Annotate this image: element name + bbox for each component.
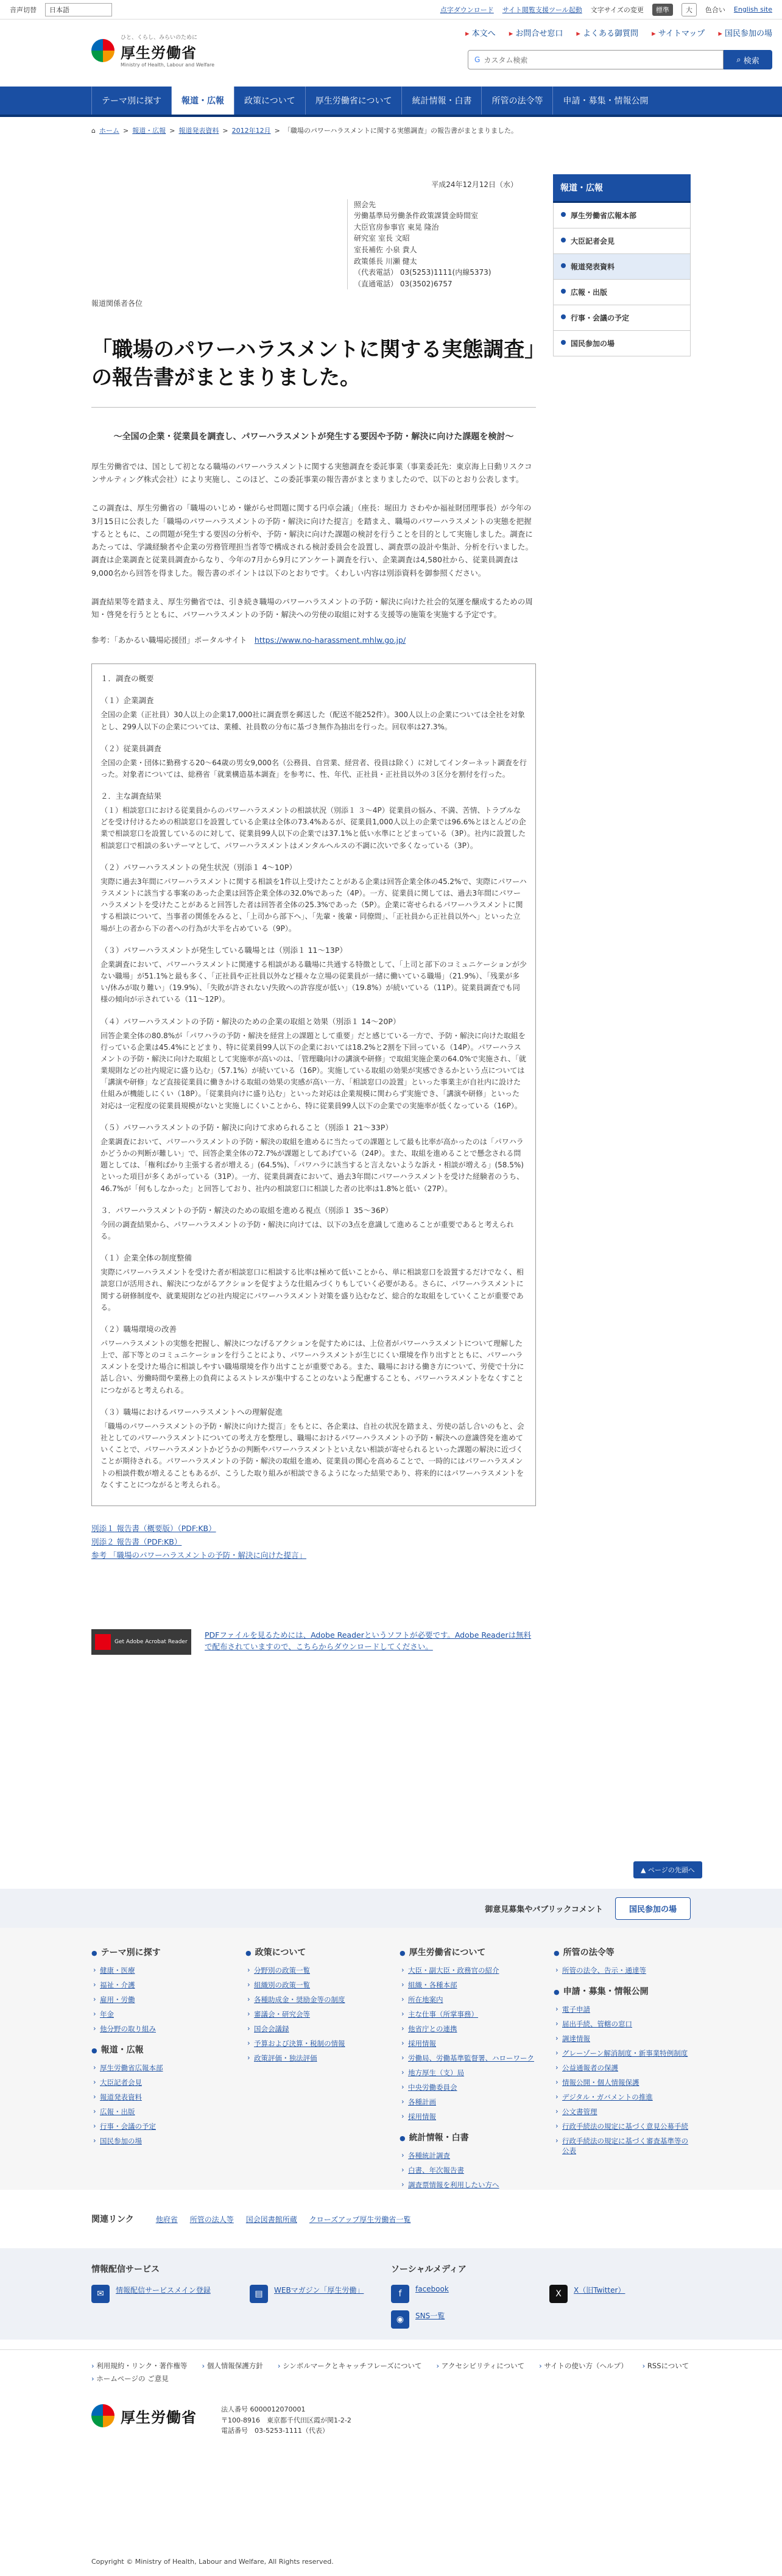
footer-link[interactable]: › 所管の法令、告示・通達等: [554, 1966, 691, 1975]
footer-col: [245, 1946, 382, 2190]
footer-link[interactable]: › 調達情報: [554, 2034, 691, 2043]
footer-link[interactable]: › 調査票情報を利用したい方へ: [400, 2180, 537, 2190]
footer-link[interactable]: › 大臣・副大臣・政務官の紹介: [400, 1966, 537, 1975]
summary-text: パワーハラスメントの実態を把握し、解決につなげるアクションを促すためには、上位者がパワーハラスメントについて理解した上で、部下等とのコミュニケーションを行うことにより、パワーハラスメントが生じにくい環境を作り出すとともに、パワーハラスメントを受けた場合に相談しやすい職場環境を作り出すことが重要である。また、職場における働き方について、労使で十分に話し合い、労働時間や業務上の負荷によるストレスが集中することのないよう配慮することも、パワーハラスメントをなくすことにつながると考えられる。: [100, 1339, 524, 1395]
phone-number: 電話番号 03-5253-1111（代表）: [221, 2427, 329, 2435]
related-link[interactable]: 国会図書館所蔵: [245, 2215, 297, 2224]
info-service-item[interactable]: ✉ 情報配信サービスメイン登録: [91, 2285, 225, 2303]
footer-address: [91, 2404, 351, 2436]
info-service-title: 情報配信サービス: [91, 2265, 160, 2274]
summary-heading: （３）パワーハラスメントが発生している職場とは（別添１ 11～13P）: [100, 945, 347, 955]
sidebar-title: 報道・広報: [553, 174, 691, 203]
magazine-icon: ▤: [250, 2285, 268, 2303]
english-site-link[interactable]: English site: [733, 5, 772, 13]
sidebar-item-participation[interactable]: 国民参加の場: [553, 331, 691, 356]
footer-link[interactable]: › 審議会・研究会等: [245, 2009, 382, 2019]
home-icon: ⌂: [91, 126, 96, 135]
footer-bottom-link[interactable]: › 個人情報保護方針: [202, 2360, 263, 2373]
summary-text: 「職場のパワーハラスメントの予防・解決に向けた提言」をもとに、各企業は、自社の状況を踏まえ、労使の話し合いのもと、会社としてのパワーハラスメントについての考え方を整理し、職場におけるパワーハラスメントの予防・解決への意識啓発を進めていくことで、パワーハラスメントかどうかの判断やパワーハラスメントといえない相談が寄せられるといった課題の解決に近づくことが期待される。パワーハラスメントの予防・解決の取組を進め、従業員の関心を高めることで、一時的にはパワーハラスメントの相談件数が増えることもあるが、こうした取り組みが相談できるようになった結果であり、将来的にはパワーハラスメントをなくすことにつながると考えられる。: [100, 1421, 524, 1489]
footer-col: [91, 1946, 228, 2190]
summary-text: 全国の企業・団体に勤務する20～64歳の男女9,000名（公務員、自営業、経営者、役員は除く）に対してインターネット調査を行った。対象者については、総務省「就業構造基本調査」を参考に、性、年代、正社員・正社員以外の３区分を割付を行った。: [100, 758, 527, 779]
issuer-block: [353, 179, 536, 289]
issuer-line: （代表電話） 03(5253)1111(内線5373): [354, 268, 491, 277]
footer-link[interactable]: › 他省庁との連携: [400, 2024, 537, 2034]
facebook-icon: f: [391, 2285, 409, 2303]
logo-name: 厚生労働省: [121, 44, 197, 62]
issuer-line: 大臣官房参事官 東晃 隆治: [354, 222, 439, 232]
sidebar-item-press-conf[interactable]: 大臣記者会見: [553, 228, 691, 254]
gnav-press[interactable]: 報道・広報: [171, 87, 234, 115]
footer-link[interactable]: › 行事・会議の予定: [91, 2121, 228, 2131]
reference: 参考：「あかるい職場応援団」ポータルサイト https://www.no-harassment.mhlw.go.jp/: [91, 635, 406, 645]
header-link-sitemap[interactable]: ▸ サイトマップ: [652, 27, 705, 38]
audience: 報道関係者各位: [91, 299, 143, 308]
footer-link[interactable]: › 電子申請: [554, 2005, 691, 2014]
search-form: [468, 50, 772, 69]
footer-link[interactable]: › 国民参加の場: [91, 2136, 228, 2146]
footer-link[interactable]: › 国会会議録: [245, 2024, 382, 2034]
footer-bottom-link[interactable]: › 利用規約・リンク・著作権等: [91, 2360, 188, 2373]
footer-link[interactable]: › 組織・各種本部: [400, 1980, 537, 1990]
footer-link[interactable]: › 予算および決算・税制の情報: [245, 2039, 382, 2048]
footer-link[interactable]: › 広報・出版: [91, 2107, 228, 2117]
header-link-faq[interactable]: ▸ よくある御質問: [576, 27, 638, 38]
footer-bottom-link[interactable]: › ホームページの ご意見: [91, 2373, 169, 2385]
site-header: [0, 19, 782, 87]
summary-heading: （２）パワーハラスメントの発生状況（別添１ 4～10P）: [100, 862, 297, 872]
summary-heading: ２．主な調査結果: [100, 791, 162, 801]
footer-nav: [0, 1928, 782, 2190]
language-select[interactable]: 日本語: [45, 3, 112, 16]
subtitle: ～全国の企業・従業員を調査し、パワーハラスメントが発生する要因や予防・解決に向けた課題を検討～: [113, 432, 514, 442]
page-top-button[interactable]: ▲ ページの先頭へ: [633, 1861, 702, 1878]
footer-link[interactable]: › グレーゾーン解消制度・新事業特例制度: [554, 2048, 691, 2058]
breadcrumb-current: 「職場のパワーハラスメントに関する実態調査」の報告書がまとまりました。: [283, 127, 518, 135]
facebook-link[interactable]: f facebook: [391, 2285, 525, 2303]
search-icon: ⌕: [736, 55, 744, 65]
social-media-title: ソーシャルメディア: [391, 2265, 467, 2274]
footer-link[interactable]: › 福祉・介護: [91, 1980, 228, 1990]
participation-button[interactable]: 国民参加の場: [615, 1897, 691, 1920]
opinion-label: 御意見募集やパブリックコメント: [485, 1905, 603, 1914]
related-links: [0, 2190, 782, 2248]
footer-bottom-link[interactable]: › シンボルマークとキャッチフレーズについて: [278, 2360, 422, 2373]
hide-label: 音声切替: [10, 5, 37, 14]
footer-link[interactable]: › 公文書管理: [554, 2107, 691, 2117]
footer-link[interactable]: › 分野別の政策一覧: [245, 1966, 382, 1975]
util-link-support-tool[interactable]: サイト閲覧支援ツール起動: [502, 5, 582, 14]
summary-text: 実際に過去3年間にパワーハラスメントに関する相談を1件以上受けたことがある企業は回答企業全体の45.2%で、実際にパワーハラスメントに該当する事案のあった企業は回答企業全体の32.0%であった（4P）。一方、従業員に関しては、過去3年間にパワーハラスメントを受けたことがあると回答した者は回答者全体の25.3%であった（5P）。企業に寄せられるパワーハラスメントに関する相談について、当事者の関係をみると、「上司から部下へ」、「先輩・後輩・同僚間」、「正社員から正社員以外へ」といった立場が上の者から下の者への行為が大半を占めている（9P）。: [100, 877, 527, 933]
header-link-contact[interactable]: ▸ お問合せ窓口: [509, 27, 563, 38]
footer-link[interactable]: › 行政手続法の規定に基づく意見公募手続: [554, 2121, 691, 2131]
footer-link[interactable]: › 主な仕事（所掌事務）: [400, 2009, 537, 2019]
footer-link[interactable]: › 地方厚生（支）局: [400, 2068, 537, 2078]
footer-links: [0, 2349, 782, 2394]
site-logo[interactable]: [91, 33, 214, 68]
footer-link[interactable]: › 採用情報: [400, 2039, 537, 2048]
global-nav: [0, 87, 782, 117]
info-service-item[interactable]: ▤ WEBマガジン「厚生労働」: [250, 2285, 384, 2303]
breadcrumb-home[interactable]: ホーム: [99, 127, 119, 135]
acrobat-badge[interactable]: Get Adobe Acrobat Reader: [91, 1629, 191, 1655]
breadcrumb-month[interactable]: 2012年12月: [231, 127, 271, 135]
reference-link[interactable]: https://www.no-harassment.mhlw.go.jp/: [254, 635, 406, 645]
page-title: 「職場のパワーハラスメントに関する実態調査」の報告書がまとまりました。: [91, 336, 536, 408]
sidebar: [553, 174, 691, 356]
footer-link[interactable]: › 行政手続法の規定に基づく審査基準等の公表: [554, 2136, 691, 2156]
pdf-notice-text[interactable]: PDFファイルを見るためには、Adobe Readerというソフトが必要です。Adobe Readerは無料で配布されていますので、こちらからダウンロードしてください。: [205, 1630, 532, 1651]
postal-address: 〒100-8916 東京都千代田区霞が関1-2-2: [221, 2416, 351, 2424]
footer-bottom-link[interactable]: › アクセシビリティについて: [437, 2360, 525, 2373]
summary-text: 実際にパワーハラスメントを受けた者が相談窓口に相談する比率は極めて低いことから、単に相談窓口を設置するだけでなく、相談窓口が活用され、解決につながるアクションを促すような仕組みづくりもしていく必要がある。さらに、パワーハラスメントに関する研修制度や、就業規則などの社内規定にパワーハラスメント対策を盛り込むなど、総合的な取組をしていくことが重要である。: [100, 1268, 524, 1312]
summary-heading: （２）職場環境の改善: [100, 1324, 177, 1334]
summary-text: 企業調査において、パワーハラスメントの予防・解決の取組を進めるに当たっての課題として最も比率が高かったのは「パワハラかどうかの判断が難しい」で、回答企業全体の72.7%が課題としてあげている（24P）。また、取組を進めることで懸念される問題としては、「権利ばかり主張する者が増える」(64.5%)、「パワハラに該当すると言えないような訴え・相談が増える」(58.5%) といった項目が多くあがっている（31P）。一方、従業員調査において、過去3年間にパワーハラスメントを受けた経験者のうち、46.7%が「何もしなかった」と回答しており、社内の相談窓口に相談した者の比率は1.8%と低い（27P）。: [100, 1137, 524, 1193]
logo-mark-icon: [91, 2404, 114, 2427]
summary-heading: （５）パワーハラスメントの予防・解決に向けて求められること（別添１ 21～33P）: [100, 1122, 393, 1132]
sidebar-item-events[interactable]: 行事・会議の予定: [553, 305, 691, 331]
footer-link[interactable]: › 白書、年次報告書: [400, 2165, 537, 2175]
paragraph: 調査結果等を踏まえ、厚生労働省では、引き続き職場のパワーハラスメントの予防・解決に向けた社会的気運を醸成するための周知・啓発を行うとともに、パワーハラスメントの予防・解決への労使の取組に対する支援等の施策を実施する予定です。: [91, 596, 533, 620]
footer-col: [400, 1946, 537, 2190]
sns-list-link[interactable]: ◉ SNS一覧: [391, 2310, 525, 2329]
footer-col-title: ● 報道・広報: [91, 2043, 228, 2056]
google-icon: G: [474, 55, 481, 64]
font-size-large[interactable]: 大: [682, 3, 697, 16]
logo-mark-icon: [91, 39, 114, 62]
x-link[interactable]: X X（旧Twitter）: [549, 2285, 683, 2303]
footer-link[interactable]: › 雇用・労働: [91, 1995, 228, 2005]
footer-link[interactable]: › 各種統計調査: [400, 2151, 537, 2160]
related-title: 関連リンク: [91, 2215, 134, 2224]
util-link-braille[interactable]: 点字ダウンロード: [440, 5, 494, 14]
sidebar-item-releases[interactable]: 報道発表資料: [553, 254, 691, 280]
gnav-apply[interactable]: 申請・募集・情報公開: [552, 87, 658, 115]
summary-heading: １．調査の概要: [100, 674, 154, 684]
footer-link[interactable]: › 公益通報者の保護: [554, 2063, 691, 2073]
x-icon: X: [549, 2285, 568, 2303]
summary-heading: （２）従業員調査: [100, 743, 162, 753]
related-link[interactable]: 他府省: [155, 2215, 178, 2224]
related-link[interactable]: 所管の法人等: [189, 2215, 234, 2224]
paragraph: この調査は、厚生労働省の「職場のいじめ・嫌がらせ問題に関する円卓会議」（座長：堀田力 さわやか福祉財団理事長）が今年の3月15日に公表した「職場のパワーハラスメントの予防・解決に向けた提言」を踏まえ、職場のパワーハラスメントの実態を把握するとともに、この問題が発生する要因の分析や、予防・解決に向けた課題の検討を行うことを目的として実施しました。調査にあたっては、学識経験者や企業の労務管理担当者等で構成される検討委員会を設置し、調査票の設計や集計、分析を行いました。調査は企業調査と従業員調査からなり、今年の7月から9月にアンケート調査を行い、企業調査は4,580社から、従業員調査は9,000名から回答を得ました。報告書のポイントは以下のとおりです。くわしい内容は別添資料を御参照ください。: [91, 503, 534, 578]
summary-text: （１）相談窓口における従業員からのパワーハラスメントの相談状況（別添１ ３～4P）従業員の悩み、不満、苦情、トラブルなどを受け付けるための相談窓口を設置している企業は全体の73.4%あるが、従業員1,000人以上の企業では96.6%とほとんどの企業で相談窓口を設置しているのに対して、従業員99人以下の企業では37.1%と低い水準にとどまっている（3P）。社内に設置した相談窓口で相談の多いテーマとして、パワーハラスメントはメンタルヘルスの不調に次いで多くなっている（3P）。: [100, 806, 526, 850]
footer-bottom-link[interactable]: › サイトの使い方（ヘルプ）: [539, 2360, 628, 2373]
footer-logo: 厚生労働省: [91, 2404, 197, 2427]
footer-col-title: ● 厚生労働省について: [400, 1946, 537, 1958]
footer-link[interactable]: › 報道発表資料: [91, 2092, 228, 2102]
header-link-participation[interactable]: ▸ 国民参加の場: [718, 27, 772, 38]
footer-col-title: ● 政策について: [245, 1946, 382, 1958]
search-button[interactable]: ⌕ 検索: [724, 50, 772, 69]
release-date: 平成24年12月12日（水）: [431, 180, 518, 189]
logo-english: Ministry of Health, Labour and Welfare: [121, 62, 215, 68]
footer-link[interactable]: › 採用情報: [400, 2112, 537, 2121]
acrobat-icon: [95, 1634, 111, 1650]
footer-link[interactable]: › 年金: [91, 2009, 228, 2019]
footer-link[interactable]: › 情報公開・個人情報保護: [554, 2078, 691, 2087]
footer-bottom-link[interactable]: › RSSについて: [643, 2360, 689, 2373]
footer-link[interactable]: › 大臣記者会見: [91, 2078, 228, 2087]
issuer-line: 照会先: [354, 200, 376, 209]
summary-heading: （１）企業調査: [100, 696, 154, 706]
attachment-link[interactable]: 別添２ 報告書（PDF:KB）: [91, 1537, 182, 1546]
attachment-link[interactable]: 参考 「職場のパワーハラスメントの予防・解決に向けた提言」: [91, 1550, 306, 1560]
issuer-line: 室長補佐 小泉 貴人: [354, 245, 417, 254]
footer-col-title: ● テーマ別に探す: [91, 1946, 228, 1958]
sns-icon: ◉: [391, 2310, 409, 2329]
gnav-theme[interactable]: テーマ別に探す: [91, 87, 171, 115]
gnav-stats[interactable]: 統計情報・白書: [401, 87, 481, 115]
summary-text: 全国の企業（正社員）30人以上の企業17,000社に調査票を郵送した（配送不能252件）。300人以上の企業については全社を対象とし、299人以下の企業については、業種、社員数の分布に基づき無作為抽出を行った。回収率は27.3%。: [100, 710, 525, 731]
paragraph: 厚生労働省では、国として初となる職場のパワーハラスメントに関する実態調査を委託事業（事業委託先：東京海上日動リスクコンサルティング株式会社）により実施し、このほど、この委託事業の報告書がまとまりましたので、以下のとおり公表します。: [91, 461, 532, 484]
main-content: [91, 165, 536, 1655]
summary-box: [91, 663, 536, 1506]
attachment-link[interactable]: 別添１ 報告書（概要版）（PDF:KB）: [91, 1523, 216, 1533]
issuer-line: 労働基準局労働条件政策課賃金時間室: [354, 211, 479, 221]
gnav-laws[interactable]: 所管の法令等: [481, 87, 552, 115]
logo-tagline: ひと、くらし、みらいのために: [121, 35, 198, 41]
summary-heading: ３．パワーハラスメントの予防・解決のための取組を進める視点（別添１ 35～36P）: [100, 1205, 393, 1215]
opinion-bar: [0, 1889, 782, 1928]
mail-icon: ✉: [91, 2285, 110, 2303]
summary-text: 企業調査において、パワーハラスメントに関連する相談がある職場に共通する特徴として、「上司と部下のコミュニケーションが少ない職場」が51.1%と最も多く、「正社員や正社員以外など様々な立場の従業員が一緒に働いている職場」（21.9%）、「残業が多い/休みが取り難い」（19.9%）、「失敗が許されない/失敗への許容度が低い」（19.8%）が続いている（11P）。従業員調査でも同様の傾向が示されている（11～12P）。: [100, 960, 527, 1004]
footer-link[interactable]: › 厚生労働省広報本部: [91, 2063, 228, 2073]
search-input[interactable]: G カスタム検索: [468, 50, 724, 69]
footer-link[interactable]: › 届出手続、管轄の窓口: [554, 2019, 691, 2029]
breadcrumb-releases[interactable]: 報道発表資料: [178, 127, 219, 135]
utility-bar: [0, 0, 782, 19]
gnav-about[interactable]: 厚生労働省について: [305, 87, 402, 115]
corporate-number: 法人番号 6000012070001: [221, 2405, 306, 2413]
related-link[interactable]: クローズアップ厚生労働省一覧: [309, 2215, 411, 2224]
font-size-label: 文字サイズの変更: [590, 5, 644, 14]
summary-heading: （３）職場におけるパワーハラスメントへの理解促進: [100, 1407, 283, 1417]
footer-link[interactable]: › 各種計画: [400, 2097, 537, 2107]
footer-link[interactable]: › 組織別の政策一覧: [245, 1980, 382, 1990]
summary-heading: （４）パワーハラスメントの予防・解決のための企業の取組と効果（別添１ 14～20P）: [100, 1016, 401, 1026]
header-links: [465, 27, 772, 38]
footer-col-title: ● 申請・募集・情報公開: [554, 1985, 691, 1997]
footer-link[interactable]: › デジタル・ガバメントの推進: [554, 2092, 691, 2102]
copyright: Copyright © Ministry of Health, Labour and Welfare, All Rights reserved.: [91, 2558, 334, 2566]
issuer-line: 政策係長 川瀬 健太: [354, 257, 417, 266]
breadcrumb-press[interactable]: 報道・広報: [132, 127, 166, 135]
footer-link[interactable]: › 中央労働委員会: [400, 2082, 537, 2092]
color-label[interactable]: 色合い: [705, 5, 725, 14]
footer-link[interactable]: › 労働局、労働基準監督署、ハローワーク: [400, 2053, 537, 2063]
gnav-policy[interactable]: 政策について: [234, 87, 305, 115]
breadcrumb: ⌂ ホーム > 報道・広報 > 報道発表資料 > 2012年12月 > 「職場のパワーハラスメントに関する実態調査」の報告書がまとまりました。: [91, 126, 518, 135]
issuer-line: 研究室 室長 文昭: [354, 234, 410, 243]
social-section: [0, 2248, 782, 2340]
attachment-links: [91, 1522, 536, 1562]
font-size-standard[interactable]: 標準: [652, 4, 673, 16]
footer-link[interactable]: › 健康・医療: [91, 1966, 228, 1975]
footer-col: [554, 1946, 691, 2190]
footer-link[interactable]: › 他分野の取り組み: [91, 2024, 228, 2034]
issuer-line: （直通電話） 03(3502)6757: [354, 279, 453, 288]
footer-link[interactable]: › 政策評価・独法評価: [245, 2053, 382, 2063]
summary-heading: （１）企業全体の制度整備: [100, 1253, 192, 1263]
pdf-notice: [91, 1629, 536, 1655]
footer-link[interactable]: › 各種助成金・奨励金等の制度: [245, 1995, 382, 2005]
header-link-main[interactable]: ▸ 本文へ: [465, 27, 496, 38]
summary-text: 今回の調査結果から、パワーハラスメントの予防・解決に向けては、以下の3点を意識して進めることが重要であると考えられる。: [100, 1220, 514, 1240]
footer-col-title: ● 統計情報・白書: [400, 2131, 537, 2143]
summary-text: 回答企業全体の80.8%が「パワハラの予防・解決を経営上の課題として重要」だと感じている一方で、予防・解決に向けた取組を行っている企業は45.4%にとどまり、特に従業員99人以下の企業においては18.2%と2割を下回っている（14P）。パワーハラスメントの予防・解決に向けた取組として実施率が高いのは、「管理職向けの講演や研修」で取組実施企業の64.0%で実施され、「就業規則などの社内規定に盛り込む」（57.1%）が続いている（16P）。実施している取組の効果が実感できるかという点については「講演や研修」など直接従業員に働きかける取組の効果の実感が高い一方、「相談窓口の設置」といった事業主が自社内に設けた仕組みが機能しにくい（18P）。「従業員向けに盛り込む」といった対応は企業規模に関わらず実施でき、「講演や研修」といった対応は一定程度の従業員規模がないと実施しにくいことから、特に従業員99人以下の企業での実施率が低くなっている（16P）。: [100, 1031, 526, 1110]
sidebar-item-publications[interactable]: 広報・出版: [553, 280, 691, 305]
footer-col-title: ● 所管の法令等: [554, 1946, 691, 1958]
footer-link[interactable]: › 所在地案内: [400, 1995, 537, 2005]
sidebar-item-pr-hq[interactable]: 厚生労働省広報本部: [553, 203, 691, 228]
